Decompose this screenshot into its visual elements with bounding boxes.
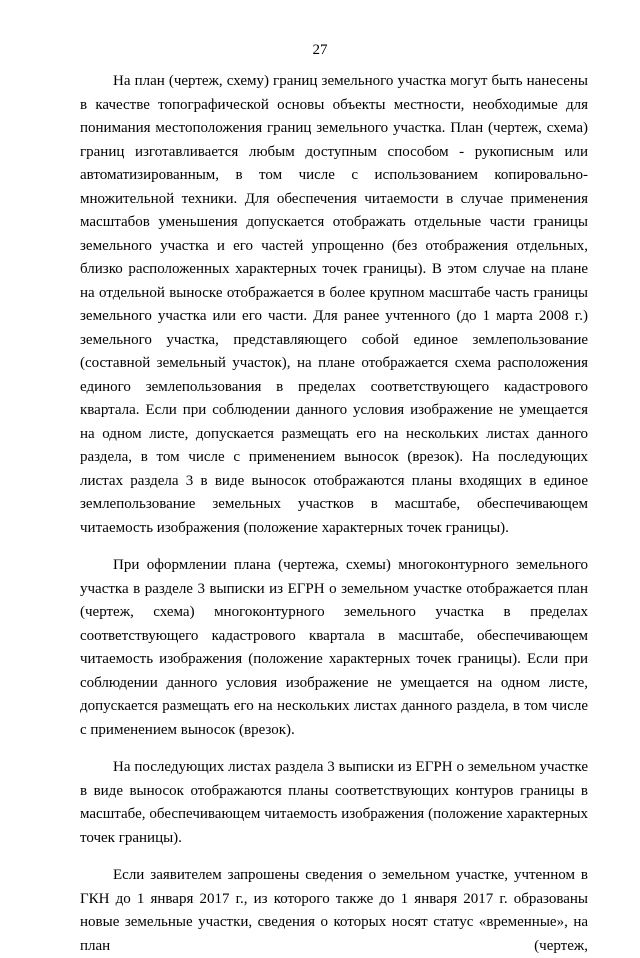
paragraph-2: При оформлении плана (чертежа, схемы) многоконтурного земельного участка в разделе 3 выписки из ЕГРН о земельном участке отображается план (чертеж, схема) многоконтурного земельного участка в пределах соответствующего кадастрового квартала в масштабе, обеспечивающем читаемость изображения (положение характерных точек границы). Если при соблюдении данного условия изображение не умещается на одном листе, допускается размещать его на нескольких листах данного раздела, в том числе с применением выносок (врезок). xyxy=(80,557,588,738)
paragraph-3: На последующих листах раздела 3 выписки из ЕГРН о земельном участке в виде выносок отображаются планы соответствующих контуров границы в масштабе, обеспечивающем читаемость изображения (положение характерных точек границы). xyxy=(80,759,588,846)
paragraph-1: На план (чертеж, схему) границ земельного участка могут быть нанесены в качестве топографической основы объекты местности, необходимые для понимания местоположения границ земельного участка. План (чертеж, схема) границ изготавливается любым доступным способом - рукописным или автоматизированным, в том числе с использованием копировально-множительной техники. Для обеспечения читаемости в случае применения масштабов уменьшения допускается отображать отдельные части границы земельного участка и его частей упрощенно (без отображения отдельных, близко расположенных характерных точек границы). В этом случае на плане на отдельной выноске отображается в более крупном масштабе часть границы земельного участка или его части. Для ранее учтенного (до 1 марта 2008 г.) земельного участка, представляющего собой единое землепользование (составной земельный участок), на плане отображается схема расположения единого землепользования в пределах соответствующего кадастрового квартала. Если при соблюдении данного условия изображение не умещается на одном листе, допускается размещать его на нескольких листах данного раздела, в том числе с применением выносок (врезок). На последующих листах раздела 3 в виде выносок отображаются планы входящих в единое землепользование земельных участков в масштабе, обеспечивающем читаемость изображения (положение характерных точек границы). xyxy=(80,73,588,536)
paragraph-4: Если заявителем запрошены сведения о земельном участке, учтенном в ГКН до 1 января 2017 г., из которого также до 1 января 2017 г. образованы новые земельные участки, сведения о которых носят статус «временные», на план (чертеж, xyxy=(80,867,588,954)
document-body xyxy=(80,70,588,958)
page-number: 27 xyxy=(312,42,328,58)
